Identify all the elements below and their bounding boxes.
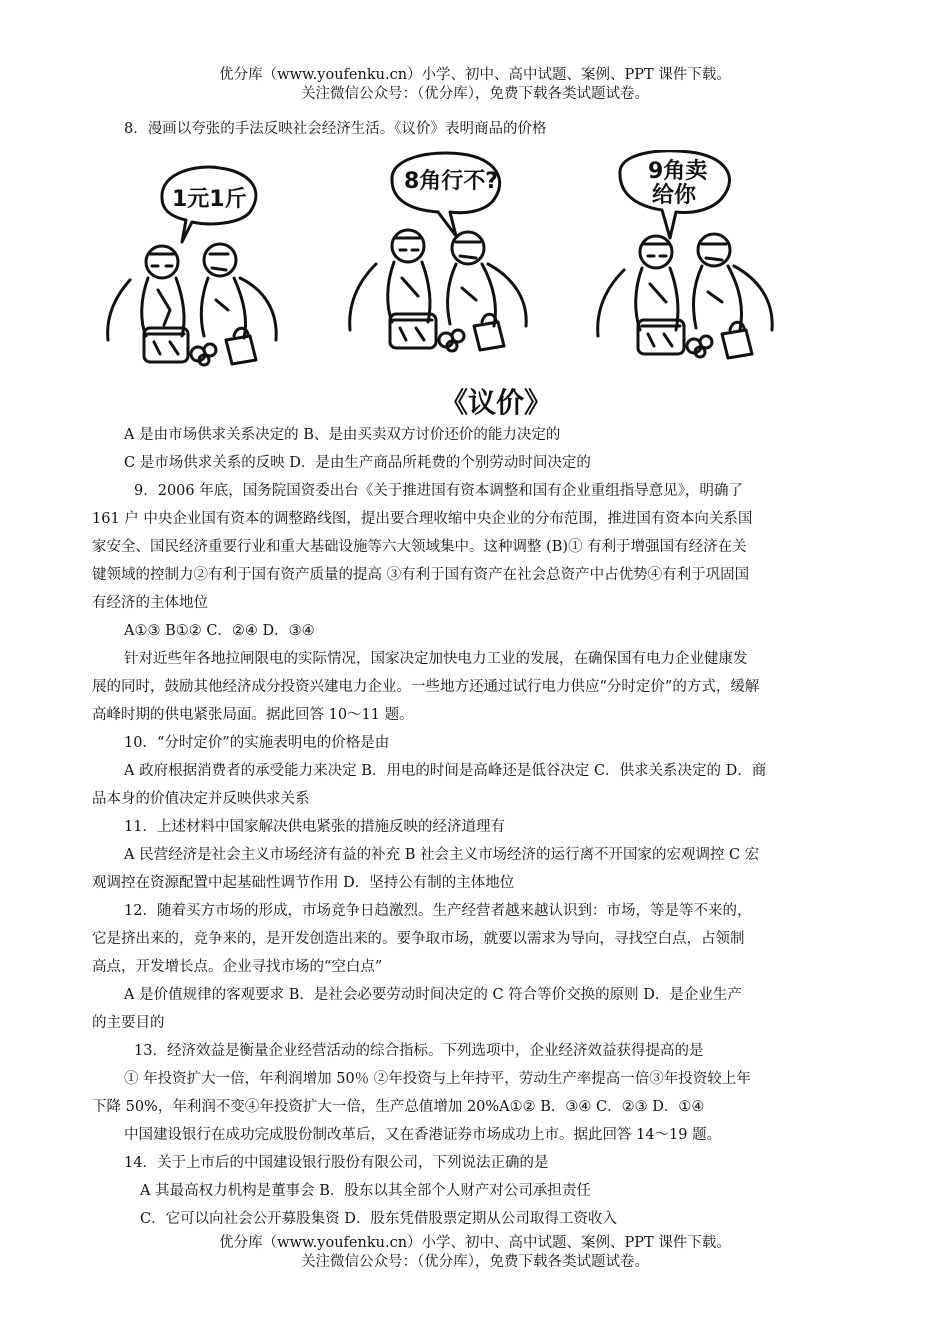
bubble-3-text-line1: 9角卖 [648, 159, 708, 184]
comic-illustration [100, 150, 820, 415]
q13-items: ① 年投资扩大一倍，年利润增加 50％ ②年投资与上年持平，劳动生产率提高一倍③年投资较上年 [124, 1071, 751, 1087]
q9-options: A①③ B①② C．②④ D．③④ [124, 623, 315, 639]
question-9-stem: 9．2006 年底，国务院国资委出台《关于推进国有资本调整和国有企业重组指导意见》，明确了 [134, 483, 743, 499]
q10-options-line2: 品本身的价值决定并反映供求关系 [92, 791, 310, 807]
q11-options: A 民营经济是社会主义市场经济有益的补充 B 社会主义市场经济的运行离不开国家的宏观调控 C 宏 [124, 847, 760, 863]
question-10-stem: 10．“分时定价”的实施表明电的价格是由 [124, 735, 390, 751]
question-9-line5: 有经济的主体地位 [92, 595, 208, 611]
footer-line-2: 关注微信公众号：（优分库），免费下载各类试题试卷。 [301, 1254, 649, 1270]
q12-options: A 是价值规律的客观要求 B．是社会必要劳动时间决定的 C 符合等价交换的原则 D．是企业生产 [124, 987, 742, 1003]
comic-bargaining [100, 150, 820, 415]
bubble-1-text: 1元1斤 [172, 187, 247, 212]
material-10-11-line3: 高峰时期的供电紧张局面。据此回答 10～11 题。 [92, 707, 414, 723]
question-12-line2: 它是挤出来的，竞争来的，是开发创造出来的。要争取市场，就要以需求为导向，寻找空白点，占领制 [92, 931, 745, 947]
material-10-11-line1: 针对近些年各地拉闸限电的实际情况，国家决定加快电力工业的发展，在确保国有电力企业健康发 [124, 651, 748, 667]
q11-options-line2: 观调控在资源配置中起基础性调节作用 D．坚持公有制的主体地位 [92, 875, 515, 891]
question-12-line3: 高点，开发增长点。企业寻找市场的“空白点” [92, 959, 383, 975]
question-13-stem: 13．经济效益是衡量企业经营活动的综合指标。下列选项中，企业经济效益获得提高的是 [134, 1043, 704, 1059]
question-9-line4: 键领域的控制力②有利于国有资产质量的提高 ③有利于国有资产在社会总资产中占优势④有利于巩固国 [92, 567, 750, 583]
page-footer [0, 1234, 950, 1272]
q12-options-line2: 的主要目的 [92, 1015, 165, 1031]
question-12-stem: 12．随着买方市场的形成，市场竞争日趋激烈。生产经营者越来越认识到：市场，等是等不来的， [124, 903, 752, 919]
q10-options: A 政府根据消费者的承受能力来决定 B．用电的时间是高峰还是低谷决定 C．供求关系决定的 D．商 [124, 763, 767, 779]
question-8-stem: 8．漫画以夸张的手法反映社会经济生活。《议价》表明商品的价格 [124, 121, 547, 137]
comic-caption: 《议价》 [440, 386, 553, 415]
bubble-3-text-line2: 给你 [652, 183, 697, 208]
header-line-1: 优分库（www.youfenku.cn）小学、初中、高中试题、案例、PPT 课件下载。 [219, 67, 731, 83]
q14-options-cd: C．它可以向社会公开募股集资 D．股东凭借股票定期从公司取得工资收入 [140, 1211, 617, 1227]
footer-line-1: 优分库（www.youfenku.cn）小学、初中、高中试题、案例、PPT 课件下载。 [219, 1235, 731, 1251]
material-10-11-line2: 展的同时，鼓励其他经济成分投资兴建电力企业。一些地方还通过试行电力供应“分时定价”的方式，缓解 [92, 679, 760, 695]
material-14-19: 中国建设银行在成功完成股份制改革后，又在香港证券市场成功上市。据此回答 14～19 题。 [124, 1127, 722, 1143]
q14-options-ab: A 其最高权力机构是董事会 B．股东以其全部个人财产对公司承担责任 [140, 1183, 591, 1199]
question-14-stem: 14．关于上市后的中国建设银行股份有限公司，下列说法正确的是 [124, 1155, 549, 1171]
bubble-2-text: 8角行不? [404, 169, 499, 194]
question-11-stem: 11．上述材料中国家解决供电紧张的措施反映的经济道理有 [124, 819, 505, 835]
header-line-2: 关注微信公众号：（优分库），免费下载各类试题试卷。 [301, 86, 649, 102]
question-9-line3: 家安全、国民经济重要行业和重大基础设施等六大领域集中。这种调整 (B)① 有利于增强国有经济在关 [92, 539, 747, 555]
q8-option-cd: C 是市场供求关系的反映 D．是由生产商品所耗费的个别劳动时间决定的 [124, 455, 591, 471]
question-9-line2: 161 户 中央企业国有资本的调整路线图，提出要合理收缩中央企业的分布范围，推进国有资本向关系国 [92, 511, 753, 527]
q13-items-options: 下降 50%，年利润不变④年投资扩大一倍，生产总值增加 20%A①② B．③④ C．②③ D．①④ [92, 1099, 705, 1115]
q8-option-ab: A 是由市场供求关系决定的 B、是由买卖双方讨价还价的能力决定的 [124, 427, 561, 443]
page-header [0, 66, 950, 104]
